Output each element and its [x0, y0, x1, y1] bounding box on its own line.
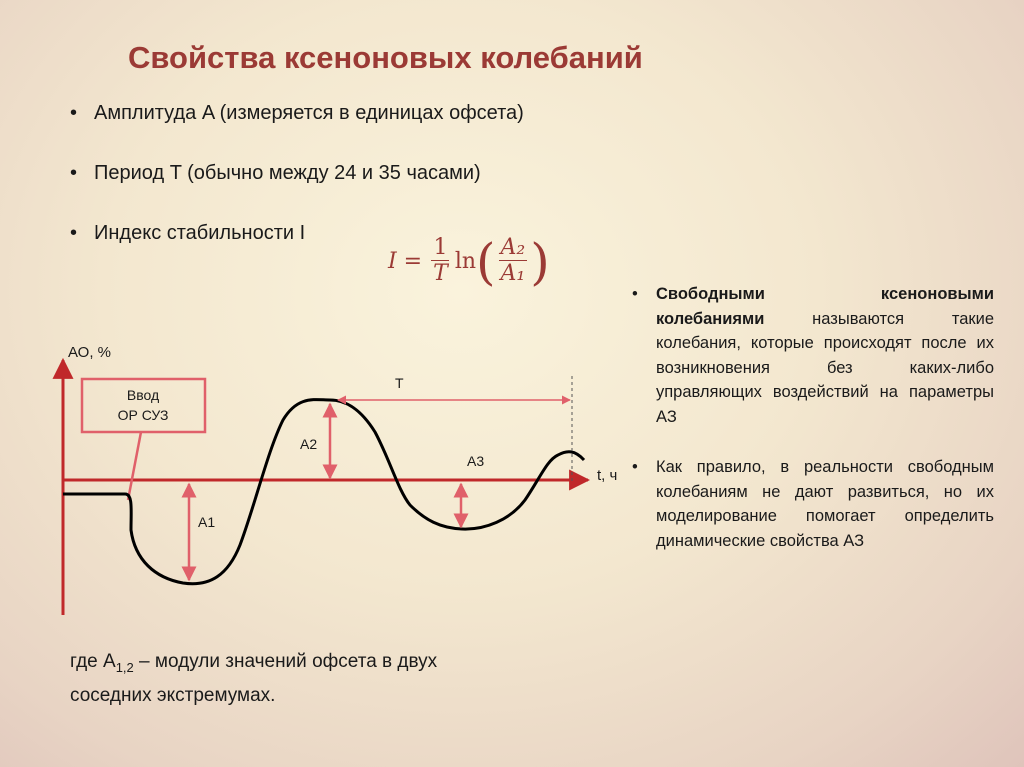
bullet-marker: •: [632, 458, 638, 476]
amplitude-a1-label: A1: [198, 514, 216, 530]
formula-den: T: [433, 261, 448, 287]
footnote-subscript: 1,2: [115, 659, 134, 675]
slide-title: Свойства ксеноновых колебаний: [128, 40, 643, 75]
practice-text: Как правило, в реальности свободным колебаниям не дают развиться, но их моделирование помогает определить динамические свойства АЗ: [656, 458, 994, 550]
footnote-line2: соседних экстремумах.: [70, 684, 276, 706]
bullet-marker: •: [70, 162, 78, 184]
formula-den: A₁: [500, 261, 526, 287]
input-box-line2: ОР СУЗ: [117, 407, 169, 423]
formula-paren-right: ): [530, 232, 550, 291]
definition-bold-term: Свободными ксеноновыми колебаниями: [656, 285, 994, 328]
formula-paren-left: (: [476, 232, 496, 291]
footnote-rest: – модули значений офсета в двух: [133, 651, 438, 672]
bullet-marker: •: [70, 222, 78, 244]
bullet-marker: •: [70, 102, 78, 124]
bullet-text: Амплитуда A (измеряется в единицах офсета): [94, 102, 524, 124]
formula-num: 1: [433, 235, 448, 260]
x-axis-label: t, ч: [597, 467, 618, 484]
oscillation-curve: [63, 400, 584, 584]
amplitude-a3-label: A3: [467, 453, 485, 469]
footnote-prefix: где A: [70, 651, 116, 672]
bullet-marker: •: [632, 285, 638, 303]
formula-num: A₂: [500, 235, 526, 260]
footnote: [70, 648, 437, 710]
input-box-line1: Ввод: [126, 387, 160, 403]
definition-rest: называются такие колебания, которые происходят после их возникновения без каких-либо управляющих воздействий на параметры АЗ: [656, 309, 994, 426]
period-label: T: [395, 375, 404, 391]
formula-ln: ln: [454, 249, 477, 275]
input-box-pointer: [128, 432, 141, 500]
bullet-text: Период T (обычно между 24 и 35 часами): [94, 162, 481, 184]
y-axis-label: АО, %: [68, 344, 112, 361]
formula-lhs: I =: [388, 249, 423, 275]
amplitude-a2-label: A2: [300, 436, 318, 452]
bullet-text: Индекс стабильности I: [94, 222, 306, 244]
